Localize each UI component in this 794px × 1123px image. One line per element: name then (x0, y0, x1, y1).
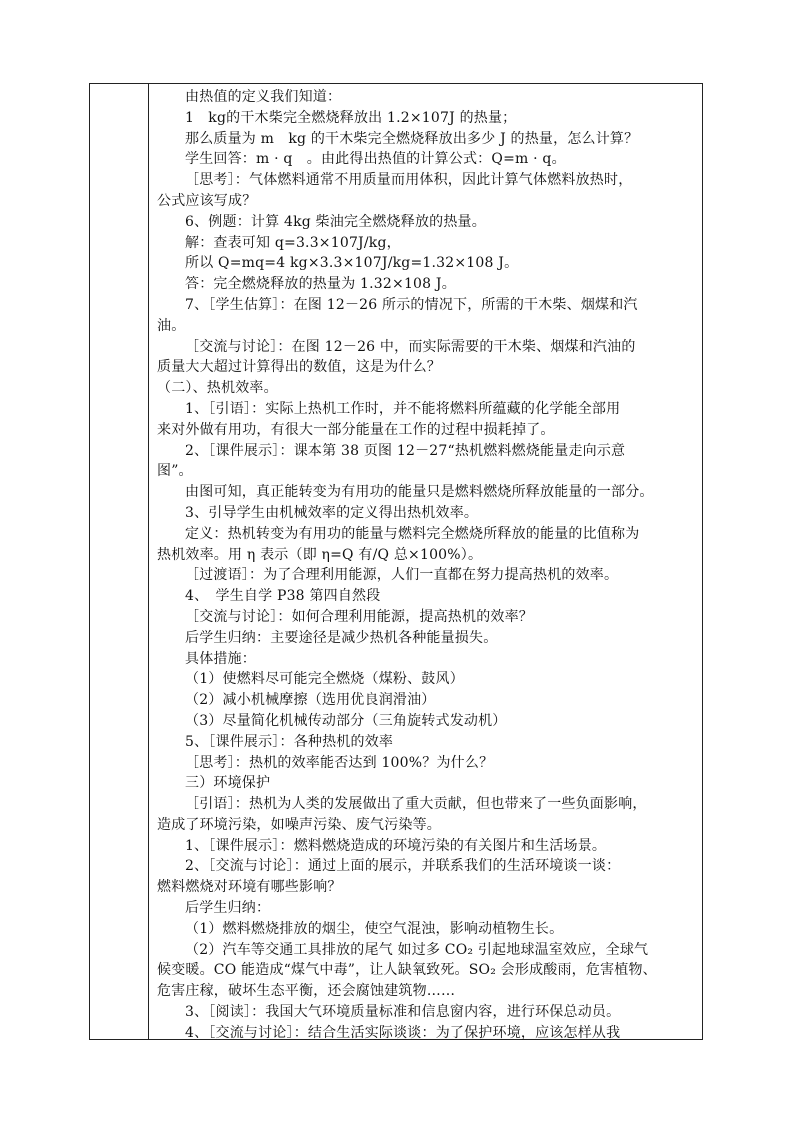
text-line: 7、［学生估算］：在图 12－26 所示的情况下，所需的干木柴、烟煤和汽 (185, 296, 638, 313)
text-line: （3）尽量简化机械传动部分（三角旋转式发动机） (185, 712, 507, 729)
lesson-content-cell (149, 84, 702, 1039)
text-line: 6、例题：计算 4kg 柴油完全燃烧释放的热量。 (185, 213, 486, 230)
text-line: （1）燃料燃烧排放的烟尘，使空气混浊，影响动植物生长。 (185, 920, 564, 937)
text-line: ［交流与讨论］：在图 12－26 中，而实际需要的干木柴、烟煤和汽油的 (185, 338, 636, 355)
text-line: 2、［交流与讨论］：通过上面的展示，并联系我们的生活环境谈一谈： (185, 858, 621, 875)
text-line: 5、［课件展示］：各种热机的效率 (185, 733, 394, 750)
text-line: （2）汽车等交通工具排放的尾气 如过多 CO₂ 引起地球温室效应，全球气 (185, 941, 649, 958)
text-line: 1 kg的干木柴完全燃烧释放出 1.2×107J 的热量； (185, 109, 517, 126)
text-line: 定义：热机转变为有用功的能量与燃料完全燃烧所释放的能量的比值称为 (185, 525, 640, 542)
text-line: 4、 学生自学 P38 第四自然段 (185, 588, 381, 605)
text-line: （二）、热机效率。 (157, 380, 278, 397)
text-line: 热机效率。用 η 表示（即 η=Q 有/Q 总×100%）。 (157, 546, 483, 563)
text-line: 公式应该写成？ (157, 192, 257, 209)
text-line: 1、［课件展示］：燃料燃烧造成的环境污染的有关图片和生活场景。 (185, 837, 607, 854)
text-line: 后学生归纳： (185, 900, 271, 917)
text-line: 4、［交流与讨论］：结合生活实际谈谈：为了保护环境，应该怎样从我 (185, 1024, 621, 1041)
text-line: 候变暖。CO 能造成“煤气中毒”，让人缺氧致死。SO₂ 会形成酸雨，危害植物、 (157, 962, 657, 979)
text-line: 解：查表可知 q=3.3×107J/kg， (185, 234, 401, 251)
text-line: ［引语］：热机为人类的发展做出了重大贡献，但也带来了一些负面影响， (185, 796, 647, 813)
text-line: 造成了环境污染，如噪声污染、废气污染等。 (157, 816, 441, 833)
text-line: 2、［课件展示］：课本第 38 页图 12－27“热机燃料燃烧能量走向示意 (185, 442, 626, 459)
text-line: 具体措施： (185, 650, 256, 667)
text-line: 由热值的定义我们知道： (185, 89, 342, 105)
text-line: ［思考］：热机的效率能否达到 100%？为什么？ (185, 754, 494, 771)
text-line: 油。 (157, 317, 186, 334)
table-left-column (90, 84, 149, 1039)
text-line: （2）减小机械摩擦（选用优良润滑油） (185, 692, 436, 709)
text-line: ［交流与讨论］：如何合理利用能源，提高热机的效率？ (185, 608, 533, 625)
lesson-table (89, 83, 703, 1040)
text-line: ［思考］：气体燃料通常不用质量而用体积，因此计算气体燃料放热时， (185, 172, 633, 189)
text-line: 3、［阅读］：我国大气环境质量标准和信息窗内容，进行环保总动员。 (185, 1004, 621, 1021)
text-line: 质量大大超过计算得出的数值，这是为什么？ (157, 359, 441, 376)
text-line: ［过渡语］：为了合理利用能源，人们一直都在努力提高热机的效率。 (185, 567, 619, 584)
text-line: 那么质量为 m kg 的干木柴完全燃烧释放出多少 J 的热量，怎么计算？ (185, 130, 639, 147)
text-line: 答：完全燃烧释放的热量为 1.32×108 J。 (185, 276, 456, 293)
text-line: 危害庄稼，破坏生态平衡，还会腐蚀建筑物…… (157, 983, 456, 1000)
text-line: 来对外做有用功，有很大一部分能量在工作的过程中损耗掉了。 (157, 421, 555, 438)
text-line: 三）环境保护 (185, 775, 271, 792)
text-line: 所以 Q=mq=4 kg×3.3×107J/kg=1.32×108 J。 (185, 255, 519, 272)
text-line: 1、［引语］：实际上热机工作时，并不能将燃料所蕴藏的化学能全部用 (185, 400, 621, 417)
text-line: 3、引导学生由机械效率的定义得出热机效率。 (185, 504, 479, 521)
text-line: 图”。 (157, 463, 193, 480)
text-line: 由图可知，真正能转变为有用功的能量只是燃料燃烧所释放能量的一部分。 (185, 484, 654, 501)
text-line: 燃料燃烧对环境有哪些影响？ (157, 879, 342, 896)
text-line: 后学生归纳：主要途径是减少热机各种能量损失。 (185, 629, 498, 646)
text-line: 学生回答：m · q 。由此得出热值的计算公式：Q=m · q。 (185, 151, 566, 168)
text-line: （1）使燃料尽可能完全燃烧（煤粉、鼓风） (185, 671, 464, 688)
